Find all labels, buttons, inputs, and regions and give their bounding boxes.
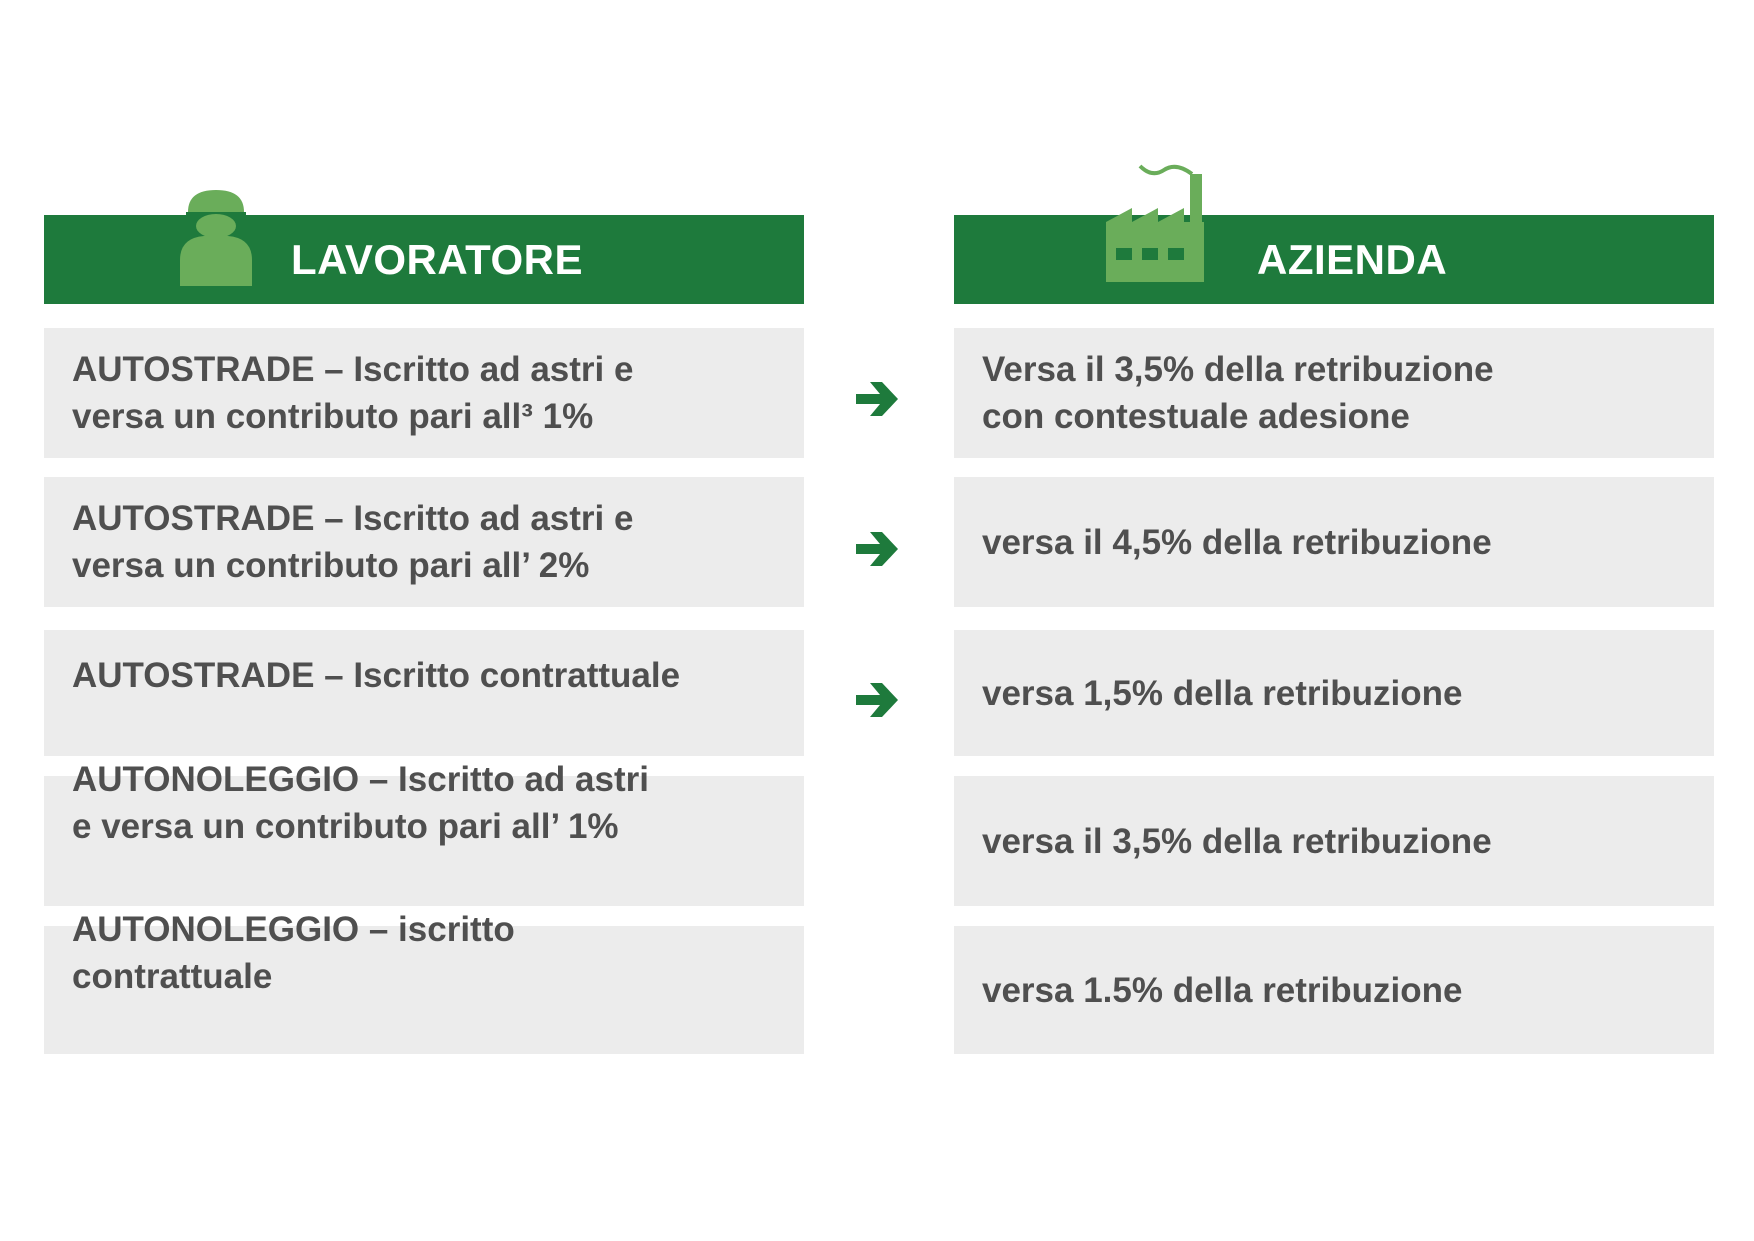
- azienda-row-1-line1: Versa il 3,5% della retribuzione: [982, 350, 1494, 389]
- azienda-row-3-line1: versa 1,5% della retribuzione: [982, 673, 1463, 713]
- lavoratore-row-1: [44, 328, 804, 458]
- azienda-header: [954, 215, 1714, 304]
- azienda-row-2: [954, 477, 1714, 607]
- lavoratore-row-5: [44, 906, 804, 1054]
- lavoratore-row-4-line2: e versa un contributo pari all’ 1%: [72, 807, 619, 846]
- lavoratore-row-3: [44, 630, 804, 756]
- azienda-row-2-line1: versa il 4,5% della retribuzione: [982, 522, 1492, 562]
- arrow-right-icon: [852, 376, 900, 422]
- lavoratore-row-1-line2: versa un contributo pari all³ 1%: [72, 397, 594, 436]
- lavoratore-row-1-line1: AUTOSTRADE – Iscritto ad astri e: [72, 350, 634, 389]
- azienda-row-4-line1: versa il 3,5% della retribuzione: [982, 821, 1492, 861]
- arrow-right-icon: [852, 526, 900, 572]
- azienda-title: AZIENDA: [1257, 236, 1448, 283]
- lavoratore-row-5-line2: contrattuale: [72, 957, 273, 996]
- azienda-row-5-line1: versa 1.5% della retribuzione: [982, 970, 1463, 1010]
- azienda-row-1-line2: con contestuale adesione: [982, 397, 1410, 436]
- lavoratore-row-2: [44, 477, 804, 607]
- lavoratore-row-5-line1: AUTONOLEGGIO – iscritto: [72, 910, 515, 949]
- azienda-row-4: [954, 776, 1714, 906]
- lavoratore-row-2-line2: versa un contributo pari all’ 2%: [72, 546, 590, 585]
- worker-icon: [174, 190, 259, 286]
- azienda-row-3: [954, 630, 1714, 756]
- azienda-row-1: [954, 328, 1714, 458]
- lavoratore-row-3-line1: AUTOSTRADE – Iscritto contrattuale: [72, 656, 681, 695]
- factory-icon: [1100, 160, 1225, 282]
- lavoratore-row-2-line1: AUTOSTRADE – Iscritto ad astri e: [72, 499, 634, 538]
- arrow-right-icon: [852, 677, 900, 723]
- lavoratore-row-4: [44, 756, 804, 906]
- lavoratore-title: LAVORATORE: [291, 236, 584, 283]
- lavoratore-row-4-line1: AUTONOLEGGIO – Iscritto ad astri: [72, 760, 649, 799]
- lavoratore-header: [44, 215, 804, 304]
- azienda-row-5: [954, 926, 1714, 1054]
